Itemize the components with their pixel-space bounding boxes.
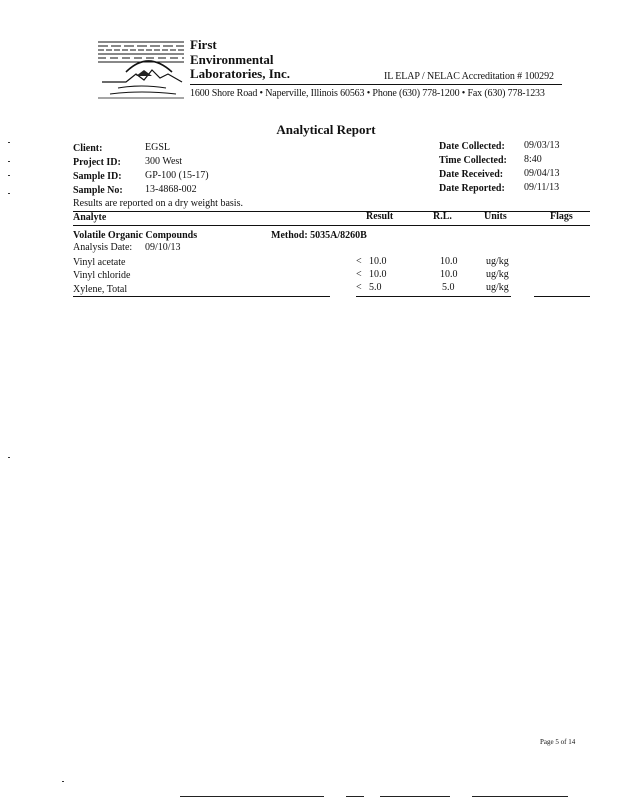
row-3-qualifier: < xyxy=(356,282,362,293)
row-1-rl: 10.0 xyxy=(440,256,458,267)
header-units: Units xyxy=(484,211,507,222)
basis-note: Results are reported on a dry weight basis. xyxy=(73,198,243,209)
client-value: EGSL xyxy=(145,142,170,153)
header-rl: R.L. xyxy=(433,211,452,222)
scan-mark xyxy=(8,142,10,143)
company-name-line-2: Environmental xyxy=(190,51,274,67)
table-top-rule xyxy=(73,211,590,212)
header-result: Result xyxy=(366,211,394,222)
header-analyte: Analyte xyxy=(73,212,107,223)
scan-stroke xyxy=(180,796,324,797)
row-3-rl: 5.0 xyxy=(442,282,455,293)
company-name xyxy=(190,38,290,82)
table-bottom-rule-1 xyxy=(73,296,330,297)
sample-id-label: Sample ID: xyxy=(73,171,122,182)
scan-mark xyxy=(62,781,64,782)
date-received-value: 09/04/13 xyxy=(524,168,560,179)
row-2-analyte: Vinyl chloride xyxy=(73,270,131,281)
scan-stroke xyxy=(472,796,568,797)
date-received-label: Date Received: xyxy=(439,169,504,180)
date-reported-value: 09/11/13 xyxy=(524,182,560,193)
scan-mark xyxy=(8,161,10,162)
scan-stroke xyxy=(380,796,450,797)
report-title: Analytical Report xyxy=(276,122,376,137)
company-logo xyxy=(96,38,186,102)
scan-stroke xyxy=(346,796,364,797)
row-3-units: ug/kg xyxy=(486,282,509,293)
row-1-analyte: Vinyl acetate xyxy=(73,257,126,268)
row-1-units: ug/kg xyxy=(486,256,509,267)
section-name: Volatile Organic Compounds xyxy=(73,230,198,241)
project-id-value: 300 West xyxy=(145,156,183,167)
client-label: Client: xyxy=(73,143,103,154)
section-method: Method: 5035A/8260B xyxy=(271,230,367,241)
header-flags: Flags xyxy=(550,211,573,222)
lab-address: 1600 Shore Road • Naperville, Illinois 60563 • Phone (630) 778-1200 • Fax (630) 778-1233 xyxy=(190,88,545,99)
row-1-qualifier: < xyxy=(356,256,362,267)
row-2-rl: 10.0 xyxy=(440,269,458,280)
time-collected-value: 8:40 xyxy=(524,154,542,165)
scan-mark xyxy=(8,457,10,458)
row-2-result: 10.0 xyxy=(369,269,387,280)
table-header-rule xyxy=(73,225,590,226)
table-bottom-rule-3 xyxy=(534,296,590,297)
analysis-date-value: 09/10/13 xyxy=(145,242,181,253)
row-3-result: 5.0 xyxy=(369,282,382,293)
row-2-units: ug/kg xyxy=(486,269,509,280)
project-id-label: Project ID: xyxy=(73,157,121,168)
row-3-analyte: Xylene, Total xyxy=(73,284,128,295)
analysis-date-label: Analysis Date: xyxy=(73,242,133,253)
date-reported-label: Date Reported: xyxy=(439,183,505,194)
accreditation-number: IL ELAP / NELAC Accreditation # 100292 xyxy=(384,71,554,82)
company-name-line-1: First xyxy=(190,37,217,52)
sample-no-label: Sample No: xyxy=(73,185,123,196)
time-collected-label: Time Collected: xyxy=(439,155,507,166)
letterhead-rule xyxy=(190,84,562,85)
table-bottom-rule-2 xyxy=(356,296,511,297)
row-2-qualifier: < xyxy=(356,269,362,280)
scan-mark xyxy=(8,175,10,176)
scan-mark xyxy=(8,193,10,194)
date-collected-value: 09/03/13 xyxy=(524,140,560,151)
company-name-line-3: Laboratories, Inc. xyxy=(190,66,291,81)
sample-no-value: 13-4868-002 xyxy=(145,184,197,195)
page-number: Page 5 of 14 xyxy=(540,738,576,746)
date-collected-label: Date Collected: xyxy=(439,141,505,152)
sample-id-value: GP-100 (15-17) xyxy=(145,170,209,181)
row-1-result: 10.0 xyxy=(369,256,387,267)
